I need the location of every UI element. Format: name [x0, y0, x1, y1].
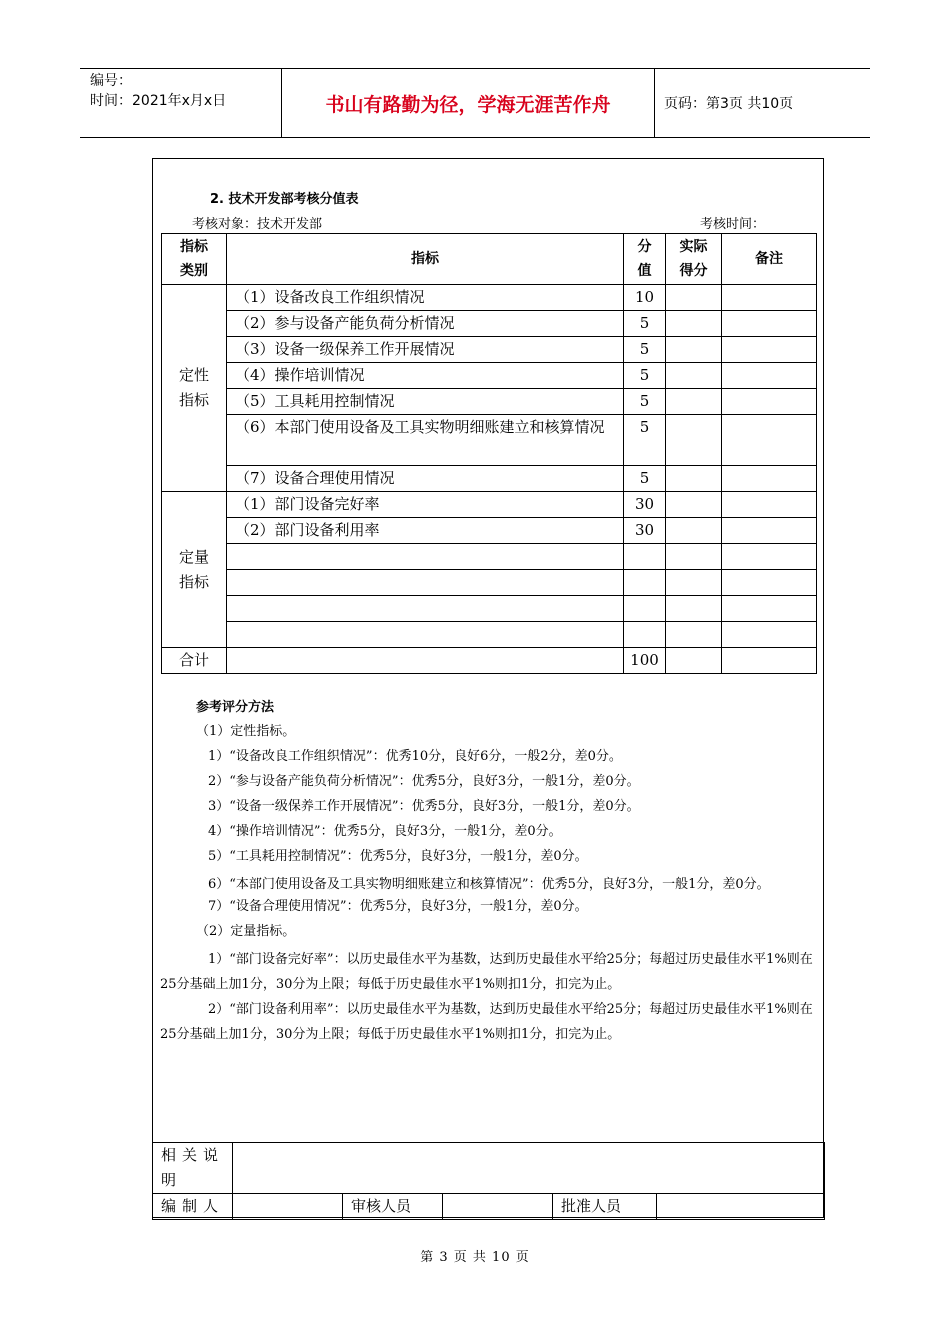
actual-score-cell[interactable]	[666, 415, 722, 466]
indicator-cell: （7）设备合理使用情况	[227, 466, 624, 492]
preparer-field[interactable]	[233, 1194, 343, 1220]
page-info: 页码：第3页 共10页	[664, 96, 794, 112]
table-row	[162, 285, 817, 311]
actual-score-cell[interactable]	[666, 648, 722, 674]
empty-row	[162, 570, 817, 596]
approval-table	[152, 1142, 825, 1220]
score-cell: 5	[624, 389, 666, 415]
method-title: 参考评分方法	[196, 700, 275, 715]
actual-score-cell[interactable]	[666, 492, 722, 518]
empty-cell[interactable]	[624, 596, 666, 622]
number-label: 编号：	[90, 73, 132, 89]
table-row	[162, 363, 817, 389]
header-actual-score: 实际 得分	[666, 234, 722, 285]
method-item: 4）“操作培训情况”：优秀5分，良好3分，一般1分，差0分。	[208, 824, 562, 839]
related-notes-label: 相关说明	[153, 1143, 233, 1194]
method-item: 5）“工具耗用控制情况”：优秀5分，良好3分，一般1分，差0分。	[208, 849, 588, 864]
actual-score-cell[interactable]	[666, 337, 722, 363]
page-number: 第 3 页 共 10 页	[420, 1250, 530, 1265]
score-cell: 30	[624, 518, 666, 544]
score-cell: 5	[624, 466, 666, 492]
document-header	[80, 68, 870, 138]
table-row	[162, 415, 817, 466]
header-indicator: 指标	[227, 234, 624, 285]
method-item: 2）“参与设备产能负荷分析情况”：优秀5分，良好3分，一般1分，差0分。	[208, 774, 640, 789]
empty-cell[interactable]	[666, 596, 722, 622]
total-label: 合计	[162, 648, 227, 674]
empty-cell[interactable]	[227, 622, 624, 648]
method-item: 1）“部门设备完好率”：以历史最佳水平为基数，达到历史最佳水平给25分；每超过历史最佳水平1%则在25分基础上加1分，30分为上限；每低于历史最佳水平1%则扣1分，扣完为止。	[160, 952, 813, 992]
indicator-cell: （2）参与设备产能负荷分析情况	[227, 311, 624, 337]
remark-cell[interactable]	[722, 648, 817, 674]
header-info-cell	[80, 69, 282, 137]
actual-score-cell[interactable]	[666, 311, 722, 337]
empty-cell[interactable]	[666, 544, 722, 570]
remark-cell[interactable]	[722, 337, 817, 363]
method-item: 7）“设备合理使用情况”：优秀5分，良好3分，一般1分，差0分。	[208, 899, 588, 914]
qualitative-heading: （1）定性指标。	[196, 724, 296, 739]
indicator-cell: （1）设备改良工作组织情况	[227, 285, 624, 311]
score-cell: 5	[624, 311, 666, 337]
header-remark: 备注	[722, 234, 817, 285]
score-cell: 5	[624, 415, 666, 466]
table-row	[162, 466, 817, 492]
score-cell: 10	[624, 285, 666, 311]
table-row	[162, 492, 817, 518]
indicator-cell: （2）部门设备利用率	[227, 518, 624, 544]
remark-cell[interactable]	[722, 285, 817, 311]
empty-cell[interactable]	[227, 596, 624, 622]
empty-cell[interactable]	[624, 544, 666, 570]
total-spacer	[227, 648, 624, 674]
related-notes-row	[153, 1143, 825, 1194]
approver-label: 批准人员	[553, 1194, 657, 1220]
motto: 书山有路勤为径，学海无涯苦作舟	[282, 69, 655, 137]
table-row	[162, 518, 817, 544]
category-quantitative: 定量 指标	[162, 492, 227, 648]
empty-cell[interactable]	[624, 570, 666, 596]
empty-cell[interactable]	[666, 570, 722, 596]
actual-score-cell[interactable]	[666, 285, 722, 311]
remark-cell[interactable]	[722, 415, 817, 466]
score-cell: 5	[624, 363, 666, 389]
actual-score-cell[interactable]	[666, 518, 722, 544]
section-title: 2. 技术开发部考核分值表	[210, 192, 359, 207]
category-qualitative: 定性 指标	[162, 285, 227, 492]
table-row	[162, 337, 817, 363]
score-cell: 30	[624, 492, 666, 518]
actual-score-cell[interactable]	[666, 363, 722, 389]
reviewer-field[interactable]	[443, 1194, 553, 1220]
remark-cell[interactable]	[722, 518, 817, 544]
empty-row	[162, 596, 817, 622]
remark-cell[interactable]	[722, 492, 817, 518]
score-table	[161, 233, 817, 674]
remark-cell[interactable]	[722, 466, 817, 492]
indicator-cell: （3）设备一级保养工作开展情况	[227, 337, 624, 363]
empty-row	[162, 622, 817, 648]
table-row	[162, 389, 817, 415]
table-header-row	[162, 234, 817, 285]
signature-row	[153, 1194, 825, 1220]
date-label: 时间：2021年x月x日	[90, 93, 227, 109]
scoring-method	[160, 698, 820, 1047]
indicator-cell: （4）操作培训情况	[227, 363, 624, 389]
indicator-cell: （1）部门设备完好率	[227, 492, 624, 518]
remark-cell[interactable]	[722, 389, 817, 415]
method-item: 2）“部门设备利用率”：以历史最佳水平为基数，达到历史最佳水平给25分；每超过历史最佳水平1%则在25分基础上加1分，30分为上限；每低于历史最佳水平1%则扣1分，扣完为止。	[160, 1002, 813, 1042]
indicator-cell: （5）工具耗用控制情况	[227, 389, 624, 415]
method-item: 6）“本部门使用设备及工具实物明细账建立和核算情况”：优秀5分，良好3分，一般1分，差0分。	[208, 877, 770, 892]
empty-cell[interactable]	[666, 622, 722, 648]
reviewer-label: 审核人员	[343, 1194, 443, 1220]
empty-cell[interactable]	[227, 570, 624, 596]
total-row	[162, 648, 817, 674]
remark-cell[interactable]	[722, 311, 817, 337]
assessment-target: 考核对象：技术开发部	[192, 217, 323, 232]
header-score: 分 值	[624, 234, 666, 285]
empty-cell[interactable]	[624, 622, 666, 648]
table-row	[162, 311, 817, 337]
related-notes-field[interactable]	[233, 1143, 825, 1194]
total-score: 100	[624, 648, 666, 674]
empty-cell[interactable]	[722, 570, 817, 596]
empty-row	[162, 544, 817, 570]
header-category: 指标 类别	[162, 234, 227, 285]
actual-score-cell[interactable]	[666, 389, 722, 415]
empty-cell[interactable]	[722, 544, 817, 570]
actual-score-cell[interactable]	[666, 466, 722, 492]
preparer-label: 编制人	[153, 1194, 233, 1220]
empty-cell[interactable]	[722, 622, 817, 648]
indicator-cell: （6）本部门使用设备及工具实物明细账建立和核算情况	[227, 415, 624, 466]
method-item: 1）“设备改良工作组织情况”：优秀10分，良好6分，一般2分，差0分。	[208, 749, 622, 764]
assessment-time: 考核时间：	[700, 217, 766, 232]
empty-cell[interactable]	[227, 544, 624, 570]
empty-cell[interactable]	[722, 596, 817, 622]
quantitative-heading: （2）定量指标。	[196, 924, 296, 939]
score-cell: 5	[624, 337, 666, 363]
method-item: 3）“设备一级保养工作开展情况”：优秀5分，良好3分，一般1分，差0分。	[208, 799, 640, 814]
approver-field[interactable]	[657, 1194, 825, 1220]
remark-cell[interactable]	[722, 363, 817, 389]
